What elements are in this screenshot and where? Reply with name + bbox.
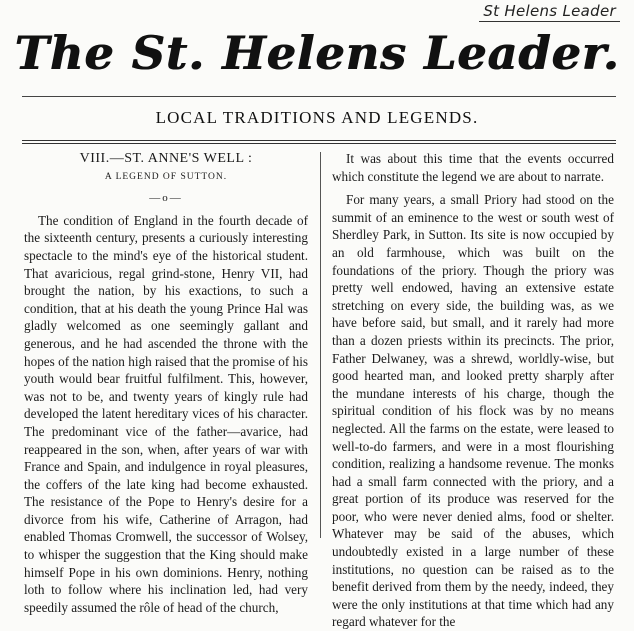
ornament-divider: —o— — [149, 192, 183, 205]
handwritten-label: St Helens Leader — [479, 2, 620, 22]
left-column — [24, 150, 308, 615]
article-subheading: A LEGEND OF SUTTON. — [104, 171, 228, 182]
column-divider — [320, 152, 321, 538]
top-rule — [22, 96, 616, 97]
right-column — [332, 150, 614, 630]
newspaper-masthead: The St. Helens Leader. — [14, 26, 620, 80]
article-paragraph: The condition of England in the fourth decade of the sixteenth century, presents a curiously interesting spectacle to the mind's eye of the historical student. That avaricious, regal grind-stone, Henry VII, had brought the nation, by his exactions, to such a condition, that at his death the young Prince Hal was gladly welcomed as one seemingly gallant and generous, and he had ascended the throne with the hopes of the nation high raised that the promise of his youth would bear fruitful fulfilment. This, however, was not to be, and twenty years of kingly rule had developed the latent hereditary vices of his character. The predominant vice of the father—avarice, had reappeared in the son, when, after years of war with France and Spain, and indulgence in royal pleasures, the coffers of the late king had become exhausted. The resistance of the Pope to Henry's desire for a divorce from his wife, Catherine of Arragon, had enabled Thomas Cromwell, the successor of Wolsey, to whisper the suggestion that the King should make himself Pope in his own dominions. Henry, nothing loth to follow where his inclination led, had very speedily assumed the rôle of head of the church, — [24, 212, 308, 615]
article-paragraph: It was about this time that the events occurred which constitute the legend we are about to narrate. — [332, 151, 614, 184]
article-paragraph: For many years, a small Priory had stood on the summit of an eminence to the west or south west of Sherdley Park, in Sutton. Its site is now occupied by an old farmhouse, which was built on the foundations of the priory. Though the priory was pretty well endowed, having an extensive estate stretching on every side, the building was, as we have before said, but small, and it rarely had more than a dozen priests within its precincts. The prior, Father Delwaney, was a shrewd, worldly-wise, but good hearted man, and looked pretty sharply after the mundane interests of his charge, though the spiritual condition of his flock was by no means neglected. All the farms on the estate, were leased to well-to-do farmers, and were in a most flourishing condition, realizing a handsome revenue. The monks had a small farm connected with the priory, and a great portion of its produce was reserved for the poor, who were never denied alms, food or shelter. Whatever may be said of the abuses, which undoubtedly existed in a large number of these institutions, no question can be raised as to the benefit derived from them by the needy, indeed, they were the only institutions at that time which had any regard whatever for the — [332, 192, 614, 630]
article-heading: VIII.—ST. ANNE'S WELL : — [79, 151, 253, 166]
double-rule — [22, 140, 616, 144]
section-title: LOCAL TRADITIONS AND LEGENDS. — [155, 108, 479, 127]
